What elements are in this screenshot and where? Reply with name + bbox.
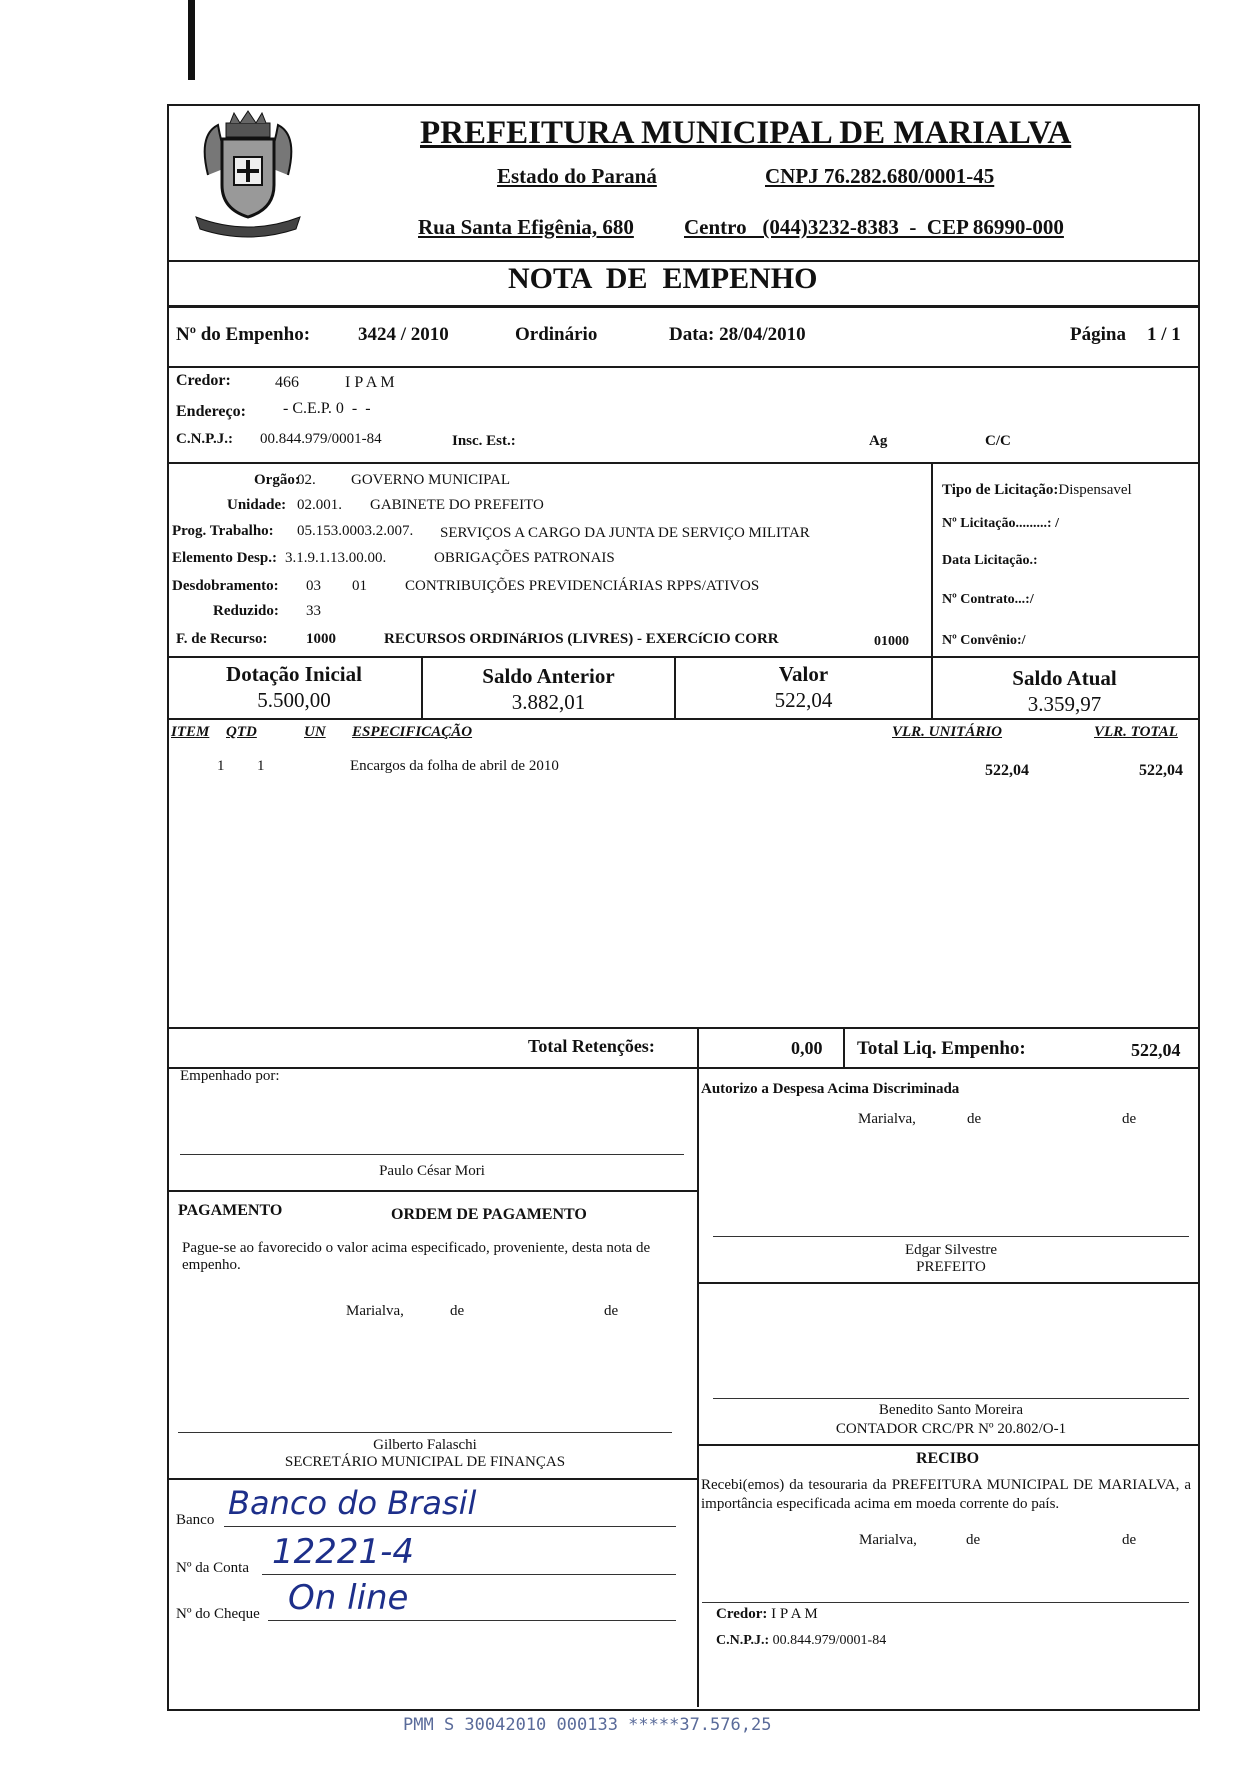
recurso-code: 1000 — [306, 631, 336, 647]
licitacao-numero: Nº Licitação.........: / — [942, 516, 1059, 531]
document-title: NOTA DE EMPENHO — [508, 262, 818, 295]
unidade-label: Unidade: — [227, 497, 287, 513]
pagamento-de1: de — [450, 1303, 465, 1319]
valor-label: Valor — [778, 662, 829, 686]
endereco-value: - C.E.P. 0 - - — [283, 400, 371, 417]
col-qtd-header: QTD — [226, 724, 257, 740]
credor-cnpj: 00.844.979/0001-84 — [260, 431, 382, 447]
empenho-date: Data: 28/04/2010 — [669, 324, 806, 345]
contador-role: CONTADOR CRC/PR Nº 20.802/O-1 — [835, 1421, 1067, 1437]
table-row — [169, 758, 1196, 782]
credor-label: Credor: — [176, 372, 231, 389]
insc-label: Insc. Est.: — [452, 433, 516, 449]
recibo-cnpj-label: C.N.P.J.: — [716, 1633, 770, 1648]
recurso-label: F. de Recurso: — [176, 631, 268, 647]
page-number: 1 / 1 — [1147, 324, 1181, 345]
ordem-pagamento-label: ORDEM DE PAGAMENTO — [391, 1206, 587, 1223]
empenhado-name: Paulo César Mori — [379, 1163, 485, 1179]
prefeito-role: PREFEITO — [916, 1259, 986, 1275]
cc-label: C/C — [985, 433, 1011, 449]
address-street: Rua Santa Efigênia, 680 — [418, 215, 634, 239]
licitacao-convenio: Nº Convênio:/ — [942, 633, 1026, 648]
recibo-cnpj — [716, 1633, 886, 1649]
recibo-credor — [716, 1606, 818, 1623]
recibo-cnpj-value: 00.844.979/0001-84 — [772, 1633, 887, 1648]
saldo-anterior-label: Saldo Anterior — [482, 664, 615, 688]
col-un-header: UN — [304, 724, 326, 740]
unidade-code: 02.001. — [297, 497, 342, 513]
empenho-type: Ordinário — [515, 324, 598, 345]
credor-name: I P A M — [345, 374, 395, 391]
prog-code: 05.153.0003.2.007. — [297, 523, 414, 539]
dotacao-inicial-value: 5.500,00 — [257, 688, 331, 712]
desdobramento-code2: 01 — [352, 578, 367, 594]
empenho-number: 3424 / 2010 — [358, 324, 449, 345]
dotacao-inicial-label: Dotação Inicial — [226, 662, 362, 686]
ag-label: Ag — [869, 433, 888, 449]
credor-code: 466 — [275, 374, 299, 391]
footer-stamp: PMM S 30042010 000133 *****37.576,25 — [403, 1715, 772, 1735]
empenho-label: Nº do Empenho: — [176, 324, 311, 345]
cheque-label: Nº do Cheque — [176, 1606, 260, 1622]
conta-label: Nº da Conta — [176, 1560, 249, 1576]
recibo-de2: de — [1122, 1532, 1137, 1548]
scan-mark — [188, 0, 195, 80]
pagamento-de2: de — [604, 1303, 619, 1319]
estado-label: Estado do Paraná — [497, 164, 657, 188]
pagamento-city: Marialva, — [346, 1303, 404, 1319]
autorizo-label: Autorizo a Despesa Acima Discriminada — [701, 1081, 960, 1097]
row-unit: 522,04 — [985, 762, 1029, 779]
row-qtd: 1 — [257, 758, 265, 774]
pagamento-label: PAGAMENTO — [178, 1202, 283, 1219]
desdobramento-label: Desdobramento: — [172, 578, 279, 594]
liquido-label: Total Liq. Empenho: — [857, 1038, 1026, 1059]
reduzido-value: 33 — [306, 603, 321, 619]
recibo-title: RECIBO — [915, 1450, 980, 1467]
contador-name: Benedito Santo Moreira — [878, 1402, 1024, 1418]
liquido-value: 522,04 — [1131, 1040, 1181, 1060]
credor-cnpj-label: C.N.P.J.: — [176, 431, 233, 447]
recibo-credor-name: I P A M — [771, 1606, 818, 1622]
banco-handwritten: Banco do Brasil — [228, 1484, 477, 1522]
prefeitura-cnpj: CNPJ 76.282.680/0001-45 — [765, 164, 995, 188]
elemento-name: OBRIGAÇÕES PATRONAIS — [434, 550, 615, 566]
licitacao-data: Data Licitação.: — [942, 553, 1038, 568]
saldo-anterior-value: 3.882,01 — [511, 690, 586, 714]
empenhado-label: Empenhado por: — [180, 1068, 280, 1084]
valor-value: 522,04 — [774, 688, 833, 712]
recibo-text: Recebi(emos) da tesouraria da PREFEITURA MUNICIPAL DE MARIALVA, a importância especificada acima em moeda corrente do país. — [701, 1477, 1191, 1512]
saldo-atual-label: Saldo Atual — [1012, 666, 1117, 690]
prog-label: Prog. Trabalho: — [172, 523, 274, 539]
prefeito-name: Edgar Silvestre — [904, 1242, 998, 1258]
recibo-credor-label: Credor: — [716, 1606, 768, 1622]
coat-of-arms-icon — [178, 105, 318, 245]
recibo-city: Marialva, — [859, 1532, 917, 1548]
retencoes-label: Total Retenções: — [528, 1036, 655, 1056]
autorizo-city: Marialva, — [858, 1111, 916, 1127]
pagamento-text: Pague-se ao favorecido o valor acima especificado, proveniente, desta nota de empenho. — [182, 1240, 651, 1273]
page-label: Página — [1070, 324, 1126, 345]
recurso-sub: 01000 — [874, 634, 909, 649]
address-rest: Centro (044)3232-8383 - CEP 86990-000 — [684, 215, 1064, 239]
orgao-name: GOVERNO MUNICIPAL — [351, 472, 511, 488]
col-item-header: ITEM — [171, 724, 210, 740]
cheque-handwritten: On line — [288, 1578, 409, 1618]
orgao-label: Orgão: — [254, 472, 300, 488]
prog-name: SERVIÇOS A CARGO DA JUNTA DE SERVIÇO MILITAR — [440, 525, 810, 541]
retencoes-value: 0,00 — [791, 1038, 823, 1058]
row-item: 1 — [217, 758, 225, 774]
licitacao-tipo-label: Tipo de Licitação: — [942, 482, 1059, 498]
autorizo-de1: de — [967, 1111, 982, 1127]
row-total: 522,04 — [1139, 762, 1183, 779]
desdobramento-name: CONTRIBUIÇÕES PREVIDENCIÁRIAS RPPS/ATIVOS — [405, 578, 760, 594]
orgao-code: 02. — [297, 472, 316, 488]
endereco-label: Endereço: — [176, 403, 246, 420]
conta-handwritten: 12221-4 — [272, 1532, 415, 1572]
licitacao-contrato: Nº Contrato...:/ — [942, 592, 1034, 607]
desdobramento-code1: 03 — [306, 578, 321, 594]
banco-label: Banco — [176, 1512, 215, 1528]
reduzido-label: Reduzido: — [213, 603, 279, 619]
row-spec: Encargos da folha de abril de 2010 — [350, 758, 559, 774]
licitacao-tipo-value: Dispensavel — [1058, 482, 1132, 498]
secretario-role: SECRETÁRIO MUNICIPAL DE FINANÇAS — [284, 1454, 566, 1470]
licitacao-tipo — [942, 482, 1132, 499]
elemento-code: 3.1.9.1.13.00.00. — [285, 550, 387, 566]
secretario-name: Gilberto Falaschi — [373, 1437, 477, 1453]
saldo-atual-value: 3.359,97 — [1027, 692, 1102, 716]
unidade-name: GABINETE DO PREFEITO — [370, 497, 544, 513]
autorizo-de2: de — [1122, 1111, 1137, 1127]
col-spec-header: ESPECIFICAÇÃO — [352, 724, 473, 740]
recibo-de1: de — [966, 1532, 981, 1548]
elemento-label: Elemento Desp.: — [172, 550, 277, 566]
recurso-name: RECURSOS ORDINáRIOS (LIVRES) - EXERCíCIO CORR — [384, 631, 779, 647]
prefeitura-title: PREFEITURA MUNICIPAL DE MARIALVA — [420, 115, 1072, 151]
col-unit-header: VLR. UNITÁRIO — [892, 724, 1003, 740]
col-total-header: VLR. TOTAL — [1094, 724, 1178, 740]
